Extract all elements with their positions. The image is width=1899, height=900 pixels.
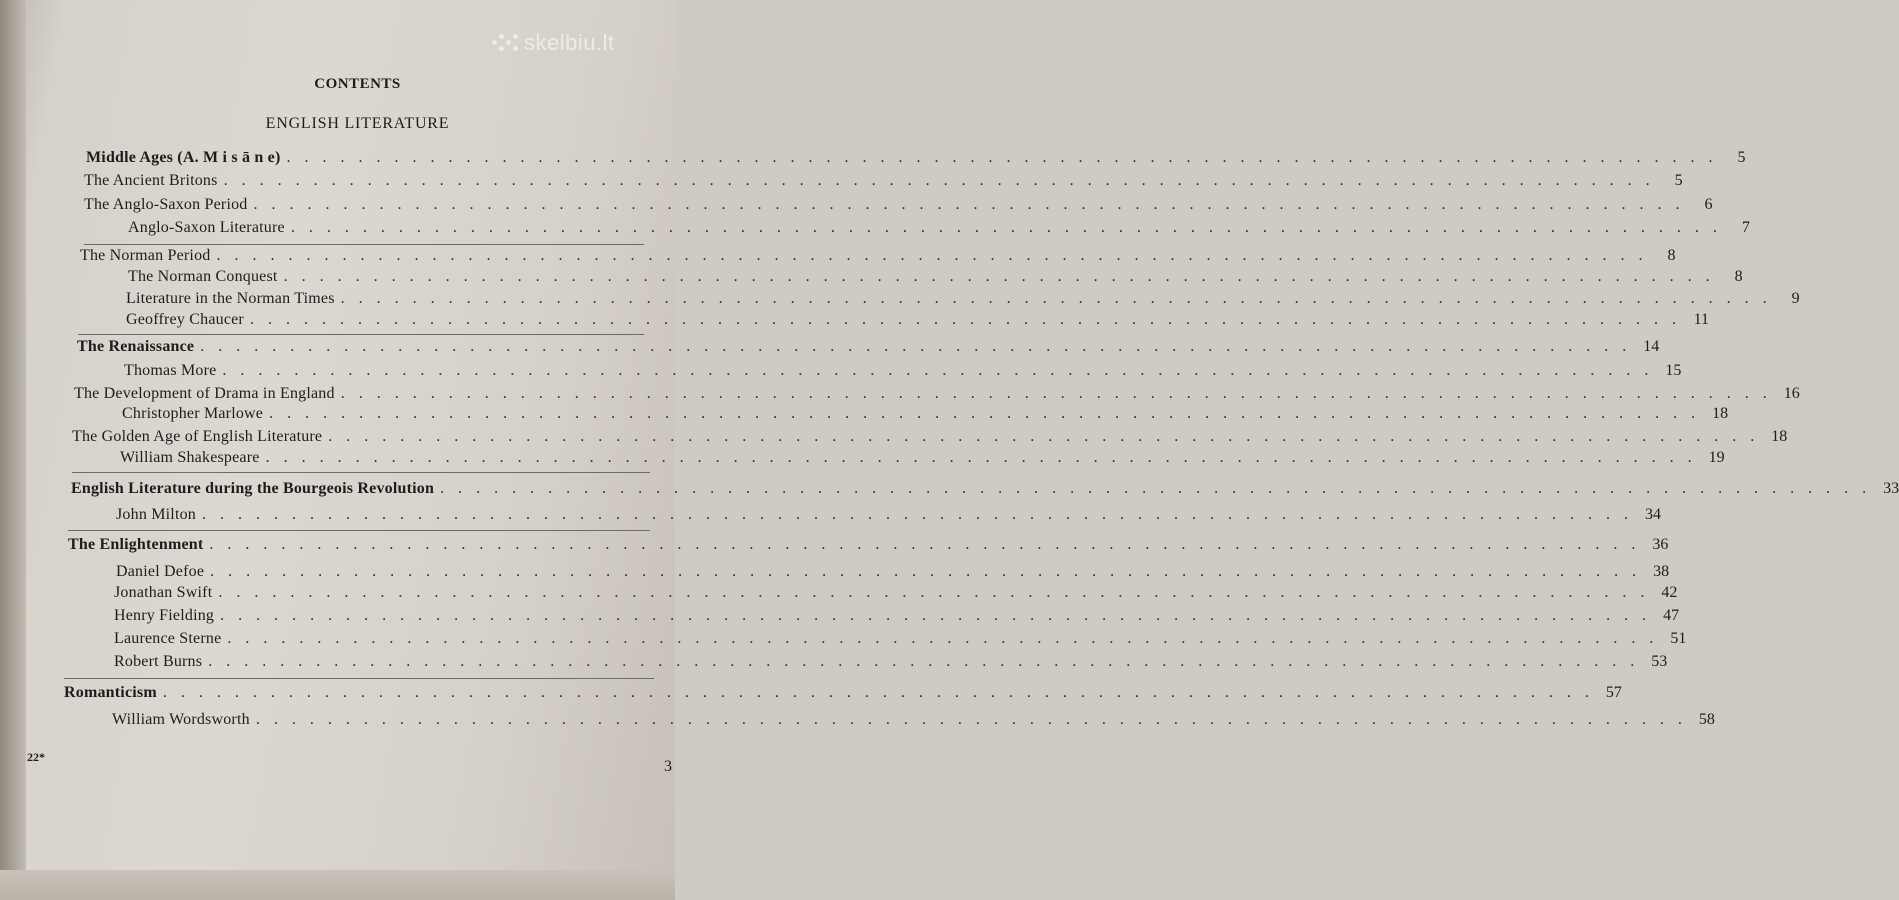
toc-entry-page-number: 42 bbox=[1661, 584, 1678, 601]
toc-entry-page-number: 47 bbox=[1663, 607, 1680, 624]
toc-entry-page-number: 38 bbox=[1653, 563, 1670, 580]
toc-entry-page-number: 53 bbox=[1651, 653, 1668, 670]
toc-entry-title: The Ancient Britons bbox=[84, 172, 218, 189]
divider bbox=[68, 530, 650, 531]
toc-entry-title: The Anglo-Saxon Period bbox=[84, 196, 248, 213]
toc-entry bbox=[114, 607, 1680, 629]
toc-entry-title: John Milton bbox=[116, 506, 196, 523]
toc-entry-page-number: 36 bbox=[1652, 536, 1669, 553]
section-heading: ENGLISH LITERATURE bbox=[265, 115, 450, 132]
toc-entry bbox=[114, 630, 1687, 652]
toc-entry-title: Literature in the Norman Times bbox=[126, 290, 335, 307]
toc-entry bbox=[71, 480, 1899, 502]
toc-entry-page-number: 15 bbox=[1665, 362, 1682, 379]
toc-entry-page-number: 18 bbox=[1712, 405, 1729, 422]
toc-entry-title: William Shakespeare bbox=[120, 449, 260, 466]
dot-leader: . . . . . . . . . . . . . . . . . . . . . . . . . . . . . . . . . . . . . . . . . . . . . . . . . . . . . . . . . . . . . . . . . . . . . . . . . . . . . . . . bbox=[249, 311, 1681, 328]
toc-entry-title: Laurence Sterne bbox=[114, 630, 222, 647]
toc-entry bbox=[116, 506, 1661, 528]
dot-leader: . . . . . . . . . . . . . . . . . . . . . . . . . . . . . . . . . . . . . . . . . . . . . . . . . . . . . . . . . . . . . . . . . . . . . . . . . . . . . . . . bbox=[209, 536, 1641, 553]
dot-leader: . . . . . . . . . . . . . . . . . . . . . . . . . . . . . . . . . . . . . . . . . . . . . . . . . . . . . . . . . . . . . . . . . . . . . . . . . . . . . . . . bbox=[223, 172, 1655, 189]
watermark-text: skelbiu.lt bbox=[524, 30, 615, 55]
toc-entry-title: The Norman Conquest bbox=[128, 268, 278, 285]
toc-entry bbox=[64, 684, 1622, 706]
toc-entry bbox=[86, 149, 1746, 171]
toc-entry-page-number: 33 bbox=[1883, 480, 1899, 497]
toc-entry-title: The Norman Period bbox=[80, 247, 211, 264]
toc-entry-page-number: 16 bbox=[1783, 385, 1800, 402]
watermark-logo-icon bbox=[492, 32, 518, 54]
toc-entry bbox=[77, 338, 1660, 360]
toc-entry-page-number: 11 bbox=[1693, 311, 1709, 328]
toc-entry bbox=[112, 711, 1715, 733]
toc-entry-title: The Enlightenment bbox=[68, 536, 204, 553]
dot-leader: . . . . . . . . . . . . . . . . . . . . . . . . . . . . . . . . . . . . . . . . . . . . . . . . . . . . . . . . . . . . . . . . . . . . . . . . . . . . . . . . bbox=[283, 268, 1715, 285]
toc-entry-page-number: 19 bbox=[1708, 449, 1725, 466]
dot-leader: . . . . . . . . . . . . . . . . . . . . . . . . . . . . . . . . . . . . . . . . . . . . . . . . . . . . . . . . . . . . . . . . . . . . . . . . . . . . . . . . bbox=[200, 338, 1632, 355]
toc-entry-page-number: 58 bbox=[1698, 711, 1715, 728]
toc-entry-title: English Literature during the Bourgeois Revolution bbox=[71, 480, 435, 497]
dot-leader: . . . . . . . . . . . . . . . . . . . . . . . . . . . . . . . . . . . . . . . . . . . . . . . . . . . . . . . . . . . . . . . . . . . . . . . . . . . . . . . . bbox=[340, 385, 1772, 402]
signature-mark: 22* bbox=[27, 750, 45, 764]
toc-entry-page-number: 57 bbox=[1605, 684, 1622, 701]
dot-leader: . . . . . . . . . . . . . . . . . . . . . . . . . . . . . . . . . . . . . . . . . . . . . . . . . . . . . . . . . . . . . . . . . . . . . . . . . . . . . . . . bbox=[265, 449, 1697, 466]
divider bbox=[84, 244, 644, 245]
toc-entry bbox=[128, 219, 1750, 241]
dot-leader: . . . . . . . . . . . . . . . . . . . . . . . . . . . . . . . . . . . . . . . . . . . . . . . . . . . . . . . . . . . . . . . . . . . . . . . . . . . . . . . . bbox=[218, 584, 1650, 601]
toc-entry-title: Geoffrey Chaucer bbox=[126, 311, 244, 328]
dot-leader: . . . . . . . . . . . . . . . . . . . . . . . . . . . . . . . . . . . . . . . . . . . . . . . . . . . . . . . . . . . . . . . . . . . . . . . . . . . . . . . . bbox=[216, 247, 1648, 264]
toc-entry-title: Jonathan Swift bbox=[114, 584, 213, 601]
toc-entry-page-number: 9 bbox=[1791, 290, 1800, 307]
toc-entry bbox=[80, 247, 1676, 269]
page-number-fragment: 3 bbox=[664, 758, 672, 775]
toc-entry-title: Romanticism bbox=[64, 684, 157, 701]
dot-leader: . . . . . . . . . . . . . . . . . . . . . . . . . . . . . . . . . . . . . . . . . . . . . . . . . . . . . . . . . . . . . . . . . . . . . . . . . . . . . . . . bbox=[290, 219, 1722, 236]
toc-entry-title: The Golden Age of English Literature bbox=[72, 428, 323, 445]
dot-leader: . . . . . . . . . . . . . . . . . . . . . . . . . . . . . . . . . . . . . . . . . . . . . . . . . . . . . . . . . . . . . . . . . . . . . . . . . . . . . . . . bbox=[227, 630, 1659, 647]
dot-leader: . . . . . . . . . . . . . . . . . . . . . . . . . . . . . . . . . . . . . . . . . . . . . . . . . . . . . . . . . . . . . . . . . . . . . . . . . . . . . . . . bbox=[440, 480, 1872, 497]
toc-entry-page-number: 7 bbox=[1741, 219, 1750, 236]
toc-entry-page-number: 8 bbox=[1667, 247, 1676, 264]
dot-leader: . . . . . . . . . . . . . . . . . . . . . . . . . . . . . . . . . . . . . . . . . . . . . . . . . . . . . . . . . . . . . . . . . . . . . . . . . . . . . . . . bbox=[253, 196, 1685, 213]
toc-entry bbox=[114, 584, 1678, 606]
dot-leader: . . . . . . . . . . . . . . . . . . . . . . . . . . . . . . . . . . . . . . . . . . . . . . . . . . . . . . . . . . . . . . . . . . . . . . . . . . . . . . . . bbox=[286, 149, 1718, 166]
toc-entry bbox=[72, 428, 1788, 450]
toc-entry bbox=[114, 653, 1668, 675]
toc-entry-page-number: 8 bbox=[1734, 268, 1743, 285]
dot-leader: . . . . . . . . . . . . . . . . . . . . . . . . . . . . . . . . . . . . . . . . . . . . . . . . . . . . . . . . . . . . . . . . . . . . . . . . . . . . . . . . bbox=[340, 290, 1772, 307]
toc-entry bbox=[126, 290, 1800, 312]
dot-leader: . . . . . . . . . . . . . . . . . . . . . . . . . . . . . . . . . . . . . . . . . . . . . . . . . . . . . . . . . . . . . . . . . . . . . . . . . . . . . . . . bbox=[210, 563, 1642, 580]
divider bbox=[72, 472, 650, 473]
toc-entry bbox=[84, 172, 1683, 194]
toc-entry-page-number: 34 bbox=[1645, 506, 1661, 523]
page-bottom-edge bbox=[0, 870, 675, 900]
dot-leader: . . . . . . . . . . . . . . . . . . . . . . . . . . . . . . . . . . . . . . . . . . . . . . . . . . . . . . . . . . . . . . . . . . . . . . . . . . . . . . . . bbox=[269, 405, 1701, 422]
toc-entry bbox=[74, 385, 1800, 407]
watermark bbox=[492, 30, 615, 56]
dot-leader: . . . . . . . . . . . . . . . . . . . . . . . . . . . . . . . . . . . . . . . . . . . . . . . . . . . . . . . . . . . . . . . . . . . . . . . . . . . . . . . . bbox=[255, 711, 1687, 728]
toc-entry-page-number: 14 bbox=[1643, 338, 1660, 355]
toc-entry bbox=[84, 196, 1713, 218]
toc-entry bbox=[120, 449, 1725, 471]
toc-entry-page-number: 6 bbox=[1704, 196, 1713, 213]
toc-entry bbox=[122, 405, 1729, 427]
toc-entry-title: Middle Ages (A. M i s ā n e) bbox=[86, 149, 281, 166]
toc-entry-page-number: 18 bbox=[1771, 428, 1788, 445]
toc-entry-title: Christopher Marlowe bbox=[122, 405, 264, 422]
dot-leader: . . . . . . . . . . . . . . . . . . . . . . . . . . . . . . . . . . . . . . . . . . . . . . . . . . . . . . . . . . . . . . . . . . . . . . . . . . . . . . . . bbox=[220, 607, 1652, 624]
dot-leader: . . . . . . . . . . . . . . . . . . . . . . . . . . . . . . . . . . . . . . . . . . . . . . . . . . . . . . . . . . . . . . . . . . . . . . . . . . . . . . . . bbox=[222, 362, 1654, 379]
toc-entry-title: Robert Burns bbox=[114, 653, 203, 670]
divider bbox=[64, 678, 654, 679]
toc-entry bbox=[68, 536, 1669, 558]
dot-leader: . . . . . . . . . . . . . . . . . . . . . . . . . . . . . . . . . . . . . . . . . . . . . . . . . . . . . . . . . . . . . . . . . . . . . . . . . . . . . . . . bbox=[328, 428, 1760, 445]
toc-entry-title: The Renaissance bbox=[77, 338, 195, 355]
toc-entry-title: Daniel Defoe bbox=[116, 563, 205, 580]
toc-entry-page-number: 51 bbox=[1670, 630, 1687, 647]
toc-entry-title: Anglo-Saxon Literature bbox=[128, 219, 285, 236]
book-spine bbox=[0, 0, 26, 900]
toc-entry-page-number: 5 bbox=[1737, 149, 1746, 166]
toc-entry-title: William Wordsworth bbox=[112, 711, 250, 728]
toc-entry-page-number: 5 bbox=[1674, 172, 1683, 189]
dot-leader: . . . . . . . . . . . . . . . . . . . . . . . . . . . . . . . . . . . . . . . . . . . . . . . . . . . . . . . . . . . . . . . . . . . . . . . . . . . . . . . . bbox=[162, 684, 1594, 701]
dot-leader: . . . . . . . . . . . . . . . . . . . . . . . . . . . . . . . . . . . . . . . . . . . . . . . . . . . . . . . . . . . . . . . . . . . . . . . . . . . . . . . . bbox=[202, 506, 1633, 523]
toc-entry bbox=[116, 563, 1670, 585]
toc-entry-title: The Development of Drama in England bbox=[74, 385, 335, 402]
divider bbox=[78, 334, 644, 335]
toc-entry bbox=[128, 268, 1743, 290]
contents-heading: CONTENTS bbox=[314, 76, 401, 92]
toc-entry-title: Thomas More bbox=[124, 362, 217, 379]
dot-leader: . . . . . . . . . . . . . . . . . . . . . . . . . . . . . . . . . . . . . . . . . . . . . . . . . . . . . . . . . . . . . . . . . . . . . . . . . . . . . . . . bbox=[208, 653, 1640, 670]
toc-entry-title: Henry Fielding bbox=[114, 607, 215, 624]
toc-entry bbox=[126, 311, 1709, 333]
toc-entry bbox=[124, 362, 1682, 384]
